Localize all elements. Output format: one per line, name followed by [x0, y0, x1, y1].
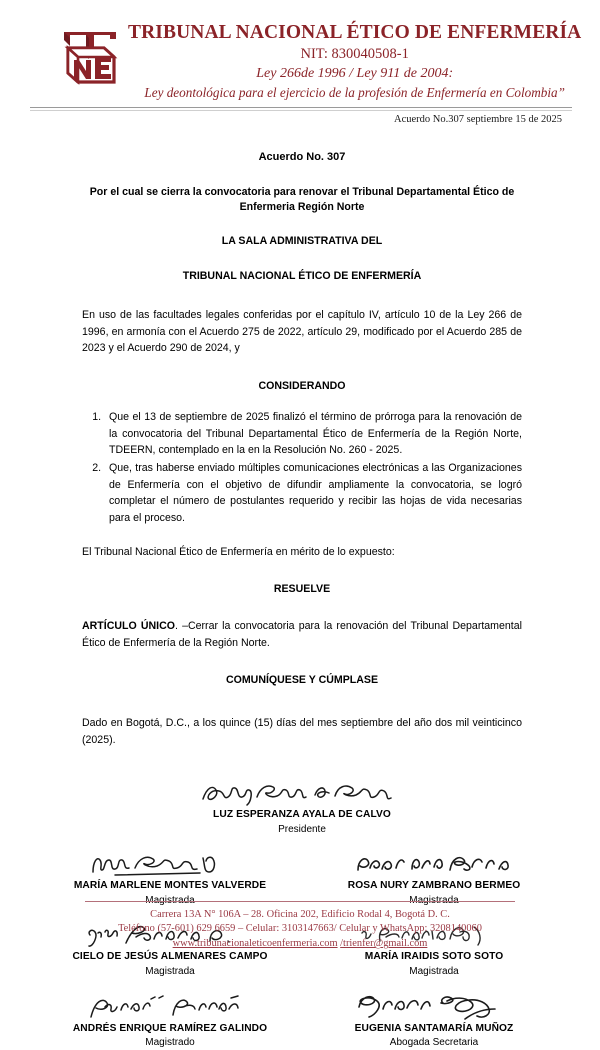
signatory-role: Magistrada [145, 966, 195, 978]
signatory-role: Magistrado [145, 1037, 195, 1049]
footer-phones: Teléfono (57-601) 629 6659 – Celular: 3103147663/ Celular y WhatsApp: 3208140060 [118, 923, 482, 935]
signatory-role: Magistrada [409, 966, 459, 978]
organization-title: TRIBUNAL NACIONAL ÉTICO DE ENFERMERÍA [128, 22, 582, 43]
signatory-name: MARÍA MARLENE MONTES VALVERDE [73, 880, 267, 892]
signature-row-president [44, 765, 560, 836]
document-footer [0, 901, 600, 952]
handwritten-signature [152, 779, 452, 809]
considerandos-list [82, 409, 522, 526]
signature-row-1 [44, 836, 560, 907]
merit-paragraph: El Tribunal Nacional Ético de Enfermería en mérito de lo expuesto: [82, 545, 395, 558]
header-title-group [128, 22, 581, 101]
document-subject: Por el cual se cierra la convocatoria para renovar el Tribunal Departamental Ético de Enfermeria Región Norte [89, 185, 515, 213]
footer-address: Carrera 13A N° 106A – 28. Oficina 202, Edificio Rodal 4, Bogotá D. C. [150, 908, 450, 920]
footer-contact-info [0, 908, 600, 952]
signatory-role: Presidente [278, 823, 326, 835]
signature-block [310, 993, 558, 1050]
law-description-line: Ley deontológica para el ejercicio de la profesión de Enfermería en Colombia” [144, 84, 565, 100]
article-paragraph [82, 618, 522, 651]
signatory-name: LUZ ESPERANZA AYALA DE CALVO [213, 808, 391, 820]
list-item: 1. Que el 13 de septiembre de 2025 finalizó el término de prórroga para la renovación de la convocatoria del Tribunal Departamental Ético de Enfermería de la Región Norte, TDEERN, contemplado en la en la Resolución No. 260 - 2025. [104, 409, 522, 458]
signatory-name: ROSA NURY ZAMBRANO BERMEO [347, 880, 521, 892]
issuer-line-2: TRIBUNAL NACIONAL ÉTICO DE ENFERMERÍA [182, 270, 422, 283]
signature-block [152, 779, 452, 836]
list-item: 2. Que, tras haberse enviado múltiples comunicaciones electrónicas a las Organizaciones de Enfermería con el objetivo de difundir ampliamente la convocatoria, se logró completar el número de postulantes requerido y recibir las hojas de vida necesarias para el proceso. [104, 460, 522, 526]
signatory-name: ANDRÉS ENRIQUE RAMÍREZ GALINDO [72, 1022, 268, 1034]
handwritten-signature [310, 993, 558, 1023]
handwritten-signature [46, 993, 294, 1023]
nit-number: NIT: 830040508-1 [300, 45, 409, 62]
article-label: ARTÍCULO ÚNICO [82, 620, 175, 633]
signatory-name: CIELO DE JESÚS ALMENARES CAMPO [72, 951, 268, 963]
signature-block [310, 850, 558, 907]
signatory-role: Abogada Secretaria [389, 1037, 479, 1049]
law-reference-line: Ley 266de 1996 / Ley 911 de 2004: [256, 65, 454, 81]
signature-block [46, 993, 294, 1050]
signatory-role: Magistrada [409, 894, 459, 906]
tne-monogram-logo [58, 26, 124, 92]
document-header [0, 0, 600, 101]
date-paragraph: Dado en Bogotá, D.C., a los quince (15) días del mes septiembre del año dos mil veinticinco (2025). [82, 716, 522, 746]
resuelve-heading: RESUELVE [273, 583, 331, 596]
preamble-paragraph: En uso de las facultades legales conferidas por el capítulo IV, artículo 10 de la Ley 266 de 1996, en armonía con el Acuerdo 275 de 2022, artículo 29, modificado por el Acuerdo 285 de 2023 y el Acuerdo 290 de 2024, y [82, 309, 522, 355]
footer-divider [85, 901, 515, 902]
considerando-heading: CONSIDERANDO [258, 380, 346, 393]
document-number: Acuerdo No. 307 [258, 151, 346, 164]
footer-links [0, 937, 600, 952]
footer-website-link[interactable]: www.tribunacionaleticoenfermeria.com [172, 938, 338, 950]
signatory-role: Magistrada [145, 894, 195, 906]
issuer-line-1: LA SALA ADMINISTRATIVA DEL [221, 235, 383, 248]
signature-block [46, 850, 294, 907]
handwritten-signature [310, 850, 558, 880]
comuniquese-heading: COMUNÍQUESE Y CÚMPLASE [225, 674, 379, 687]
article-text: . –Cerrar la convocatoria para la renovación del Tribunal Departamental Ético de Enfermería de la Región Norte. [82, 620, 522, 649]
document-body [0, 149, 600, 749]
header-document-reference: Acuerdo No.307 septiembre 15 de 2025 [394, 114, 562, 126]
signatory-name: EUGENIA SANTAMARÍA MUÑOZ [354, 1022, 514, 1034]
signatory-name: MARÍA IRAIDIS SOTO SOTO [364, 951, 504, 963]
handwritten-signature [46, 850, 294, 880]
signature-row-3 [44, 979, 560, 1050]
footer-email-link[interactable]: /trienfer@gmail.com [340, 938, 428, 950]
